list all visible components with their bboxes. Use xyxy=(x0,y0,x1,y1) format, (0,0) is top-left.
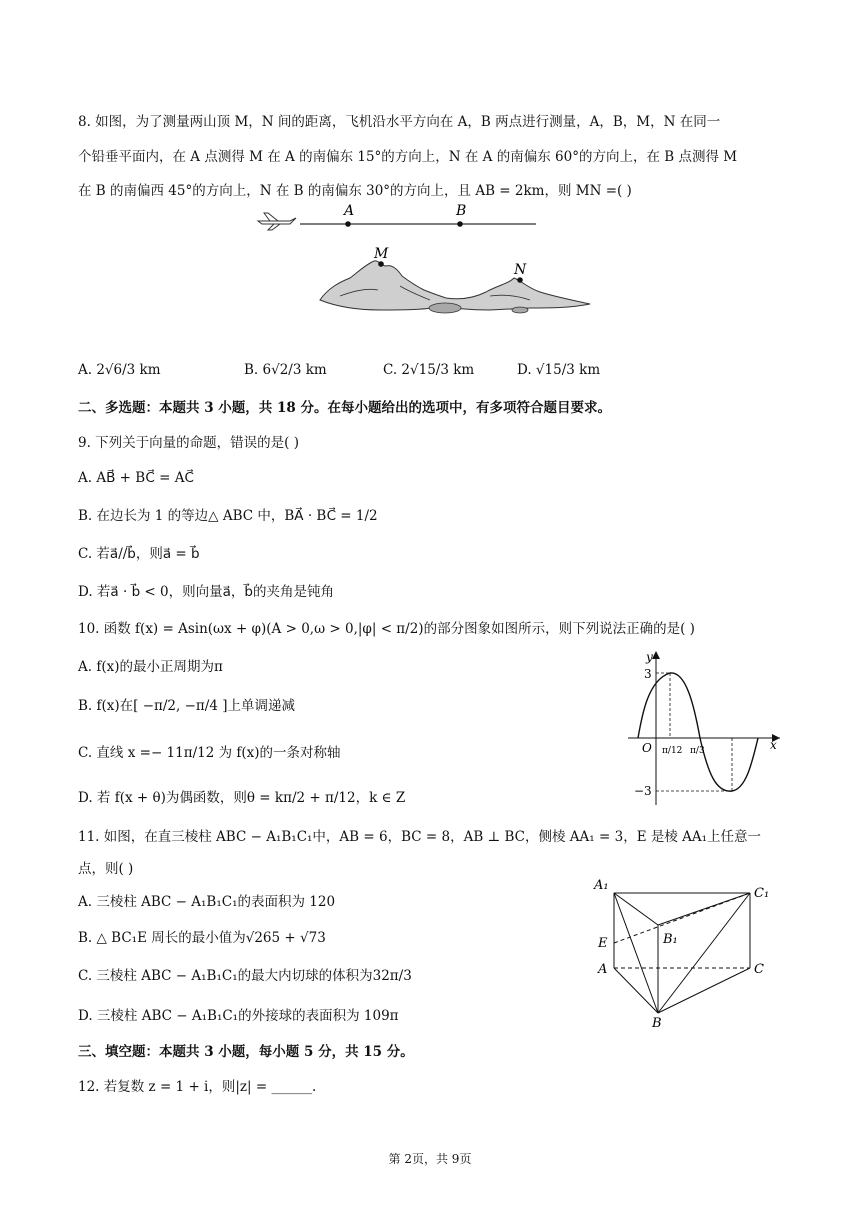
q11-option-a: A. 三棱柱 ABC − A₁B₁C₁的表面积为 120 xyxy=(78,894,336,910)
graph-origin: O xyxy=(642,741,652,755)
q8-line2: 个铅垂平面内，在 A 点测得 M 在 A 的南偏东 15°的方向上，N 在 A 的南偏东 60°的方向上，在 B 点测得 M xyxy=(78,149,738,165)
fig-label-A: A xyxy=(344,203,355,219)
page-footer: 第 2页，共 9页 xyxy=(388,1152,472,1166)
fig-label-B1: B₁ xyxy=(663,932,678,947)
graph-tick-3: 3 xyxy=(644,667,652,681)
section-2-heading: 二、多选题：本题共 3 小题，共 18 分。在每小题给出的选项中，有多项符合题目要求。 xyxy=(78,400,611,416)
q10-stem: 10. 函数 f(x) = Asin(ωx + φ)(A > 0,ω > 0,|φ| < π/2)的部分图象如图所示，则下列说法正确的是( ) xyxy=(78,621,695,637)
q9-option-d: D. 若a⃗ · b⃗ < 0，则向量a⃗，b⃗的夹角是钝角 xyxy=(78,584,334,600)
mountains xyxy=(320,261,590,313)
q8-option-c: C. 2√15/3 km xyxy=(383,362,475,378)
fig-label-E: E xyxy=(598,936,608,951)
q8-option-b: B. 6√2/3 km xyxy=(244,362,327,378)
q11-option-b: B. △ BC₁E 周长的最小值为√265 + √73 xyxy=(78,930,326,946)
q11-option-d: D. 三棱柱 ABC − A₁B₁C₁的外接球的表面积为 109π xyxy=(78,1008,399,1024)
graph-y-label: y xyxy=(646,650,653,664)
fig-label-A: A xyxy=(598,962,608,977)
fig-label-C1: C₁ xyxy=(754,886,770,901)
q11-option-c: C. 三棱柱 ABC − A₁B₁C₁的最大内切球的体积为32π/3 xyxy=(78,968,412,984)
fig-label-C: C xyxy=(754,962,764,977)
graph-tick-pi3: π/3 xyxy=(690,746,705,756)
q12-stem: 12. 若复数 z = 1 + i，则|z| = ______. xyxy=(78,1079,317,1095)
q10-option-c: C. 直线 x =− 11π/12 为 f(x)的一条对称轴 xyxy=(78,745,341,761)
airplane-icon xyxy=(258,213,296,230)
q11-line2: 点，则( ) xyxy=(78,861,134,877)
q10-option-b: B. f(x)在[ −π/2, −π/4 ]上单调递减 xyxy=(78,698,295,714)
q8-line1: 8. 如图，为了测量两山顶 M，N 间的距离，飞机沿水平方向在 A，B 两点进行测量，A，B，M，N 在同一 xyxy=(78,114,721,130)
q11-line1: 11. 如图，在直三棱柱 ABC − A₁B₁C₁中，AB = 6，BC = 8，AB ⊥ BC，侧棱 AA₁ = 3，E 是棱 AA₁上任意一 xyxy=(78,829,762,845)
section-3-heading: 三、填空题：本题共 3 小题，每小题 5 分，共 15 分。 xyxy=(78,1044,414,1060)
q8-option-a: A. 2√6/3 km xyxy=(78,362,161,378)
graph-x-label: x xyxy=(770,738,777,752)
q9-stem: 9. 下列关于向量的命题，错误的是( ) xyxy=(78,435,299,451)
q9-option-c: C. 若a⃗//b⃗，则a⃗ = b⃗ xyxy=(78,546,200,562)
fig-label-M: M xyxy=(374,246,389,262)
q10-option-a: A. f(x)的最小正周期为π xyxy=(78,659,223,675)
q9-option-a: A. AB⃗ + BC⃗ = AC⃗ xyxy=(78,470,194,486)
graph-tick-neg3: −3 xyxy=(634,784,652,798)
fig-label-A1: A₁ xyxy=(594,878,609,893)
q11-prism-figure xyxy=(590,875,780,1030)
q9-option-b: B. 在边长为 1 的等边△ ABC 中，BA⃗ · BC⃗ = 1/2 xyxy=(78,508,378,524)
q8-option-d: D. √15/3 km xyxy=(517,362,601,378)
fig-label-B: B xyxy=(652,1016,662,1030)
graph-tick-pi12: π/12 xyxy=(662,746,683,756)
q8-figure xyxy=(250,200,610,325)
q10-option-d: D. 若 f(x + θ)为偶函数，则θ = kπ/2 + π/12，k ∈ Z xyxy=(78,790,406,806)
fig-label-B: B xyxy=(456,203,467,219)
q8-line3: 在 B 的南偏西 45°的方向上，N 在 B 的南偏东 30°的方向上，且 AB = 2km，则 MN =( ) xyxy=(78,183,632,199)
q10-graph xyxy=(620,645,790,810)
fig-label-N: N xyxy=(514,262,527,278)
